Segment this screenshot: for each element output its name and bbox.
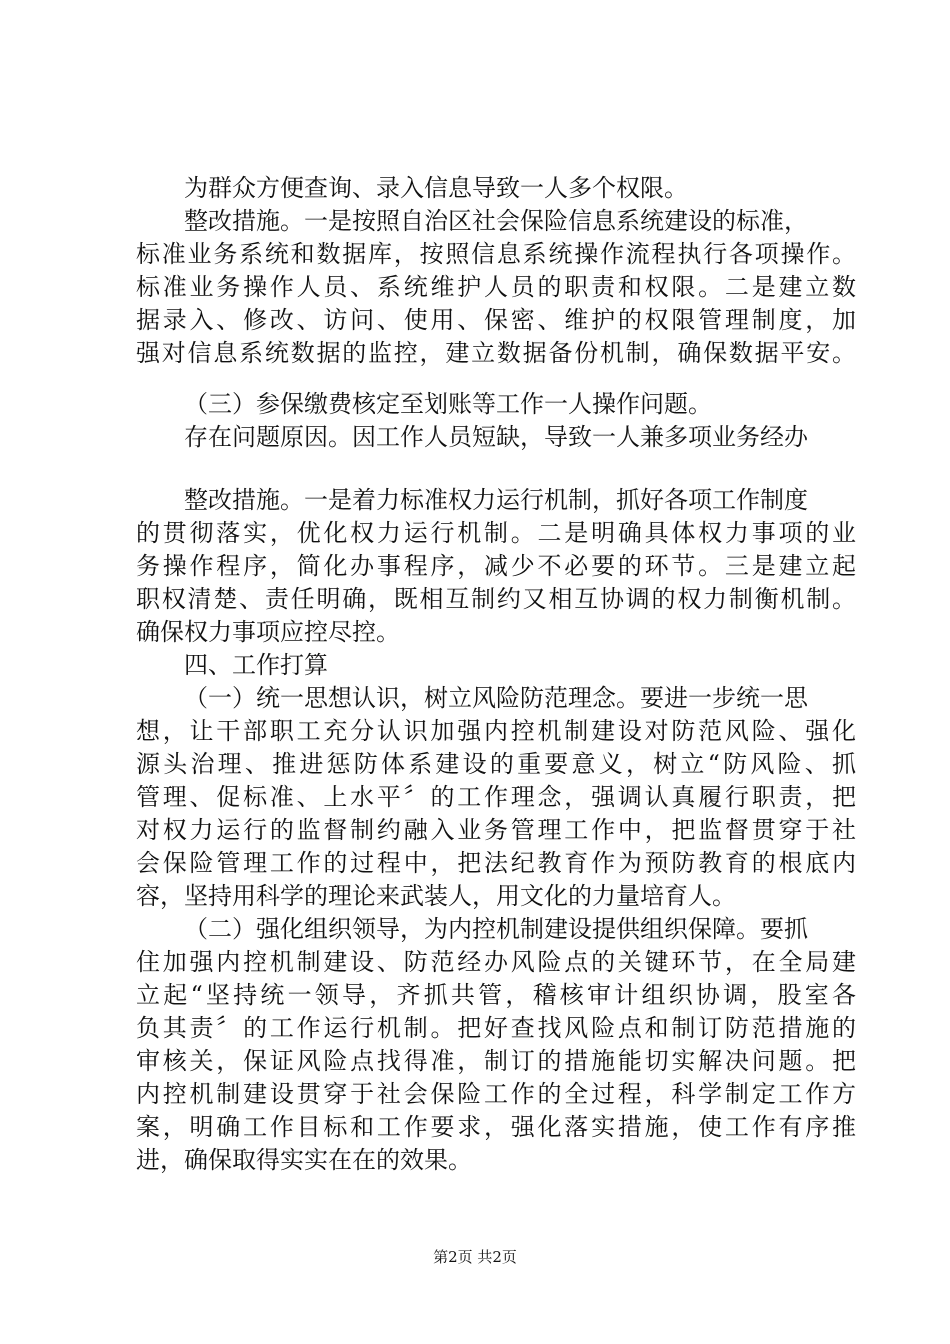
paragraph-line: 想，让干部职工充分认识加强内控机制建设对防范风险、强化 — [136, 717, 856, 745]
paragraph-line: 据录入、修改、访问、使用、保密、维护的权限管理制度，加 — [136, 306, 856, 334]
section-single-operator-issue — [136, 388, 856, 454]
section-integrity-measures — [136, 172, 856, 370]
section-heading: （三）参保缴费核定至划账等工作一人操作问题。 — [184, 390, 712, 418]
paragraph-line: 会保险管理工作的过程中，把法纪教育作为预防教育的根底内 — [136, 849, 856, 877]
paragraph-line: 管理、促标准、上水平〞的工作理念，强调认真履行职责，把 — [136, 783, 856, 811]
paragraph-line: 审核关，保证风险点找得准，制订的措施能切实解决问题。把 — [136, 1047, 856, 1075]
paragraph-line: 容，坚持用科学的理论来武装人，用文化的力量培育人。 — [136, 882, 736, 910]
paragraph-line: 内控机制建设贯穿于社会保险工作的全过程，科学制定工作方 — [136, 1080, 856, 1108]
paragraph-line: 强对信息系统数据的监控，建立数据备份机制，确保数据平安。 — [136, 339, 856, 367]
paragraph-line: 标准业务操作人员、系统维护人员的职责和权限。二是建立数 — [136, 273, 856, 301]
paragraph-line: 存在问题原因。因工作人员短缺，导致一人兼多项业务经办 — [184, 423, 808, 451]
paragraph-line: 整改措施。一是着力标准权力运行机制，抓好各项工作制度 — [184, 486, 808, 514]
page-number-footer: 第2页 共2页 — [433, 1248, 517, 1266]
paragraph-line: 源头治理、推进惩防体系建设的重要意义，树立“防风险、抓 — [136, 750, 856, 778]
paragraph-line: 整改措施。一是按照自治区社会保险信息系统建设的标准， — [184, 207, 808, 235]
subsection-heading: （一）统一思想认识，树立风险防范理念。要进一步统一思 — [184, 684, 808, 712]
section-work-plan — [136, 484, 856, 1177]
paragraph-line: 负其责〞的工作运行机制。把好查找风险点和制订防范措施的 — [136, 1014, 856, 1042]
paragraph-line: 务操作程序，简化办事程序，减少不必要的环节。三是建立起 — [136, 552, 856, 580]
paragraph-line: 确保权力事项应控尽控。 — [136, 618, 400, 646]
paragraph-line: 职权清楚、责任明确，既相互制约又相互协调的权力制衡机制。 — [136, 585, 856, 613]
paragraph-line: 的贯彻落实，优化权力运行机制。二是明确具体权力事项的业 — [136, 519, 856, 547]
section-heading: 四、工作打算 — [184, 651, 328, 679]
paragraph-line: 为群众方便查询、录入信息导致一人多个权限。 — [184, 174, 688, 202]
paragraph-line: 住加强内控机制建设、防范经办风险点的关键环节，在全局建 — [136, 948, 856, 976]
paragraph-line: 案，明确工作目标和工作要求，强化落实措施，使工作有序推 — [136, 1113, 856, 1141]
paragraph-line: 立起“坚持统一领导，齐抓共管，稽核审计组织协调，股室各 — [136, 981, 856, 1009]
paragraph-line: 标准业务系统和数据库，按照信息系统操作流程执行各项操作。 — [136, 240, 856, 268]
paragraph-line: 对权力运行的监督制约融入业务管理工作中，把监督贯穿于社 — [136, 816, 856, 844]
paragraph-line: 进，确保取得实实在在的效果。 — [136, 1146, 472, 1174]
subsection-heading: （二）强化组织领导，为内控机制建设提供组织保障。要抓 — [184, 915, 808, 943]
